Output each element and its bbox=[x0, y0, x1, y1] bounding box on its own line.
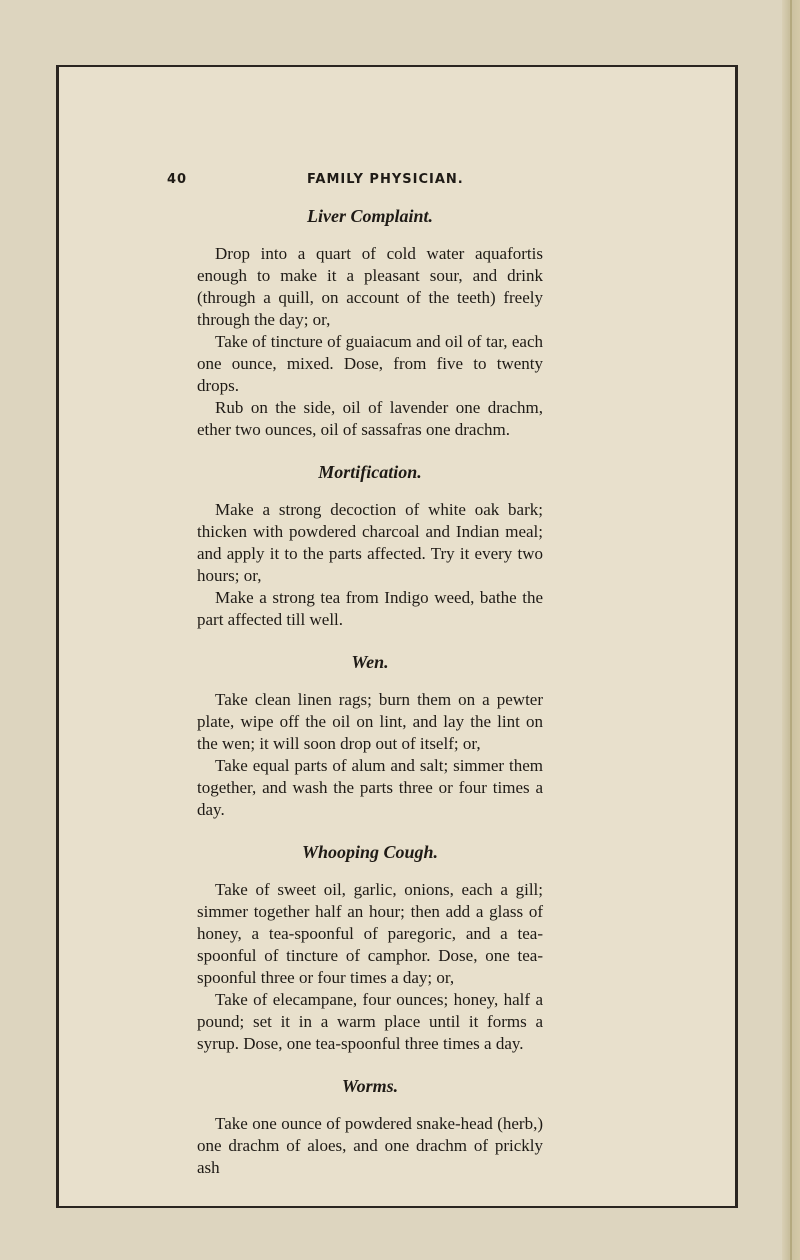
paragraph: Make a strong tea from Indigo weed, bathe the part affected till well. bbox=[197, 588, 543, 629]
page-body bbox=[197, 205, 543, 1179]
section-whooping-cough bbox=[197, 841, 543, 1055]
paragraph: Take of tincture of guaiacum and oil of tar, each one ounce, mixed. Dose, from five to twenty drops. bbox=[197, 332, 543, 395]
section-mortification bbox=[197, 461, 543, 631]
section-title: Worms. bbox=[341, 1076, 399, 1096]
section-title: Whooping Cough. bbox=[301, 842, 439, 862]
section-title: Mortification. bbox=[318, 462, 422, 482]
paragraph: Take equal parts of alum and salt; simmer them together, and wash the parts three or four times a day. bbox=[197, 756, 543, 819]
section-worms bbox=[197, 1075, 543, 1179]
paragraph: Make a strong decoction of white oak bark; thicken with powdered charcoal and Indian meal; and apply it to the parts affected. Try it every two hours; or, bbox=[197, 500, 543, 585]
running-title: FAMILY PHYSICIAN. bbox=[307, 172, 464, 187]
page-number: 40 bbox=[167, 172, 188, 187]
section-title: Wen. bbox=[351, 652, 389, 672]
paragraph: Rub on the side, oil of lavender one drachm, ether two ounces, oil of sassafras one drachm. bbox=[197, 398, 543, 439]
page-edge bbox=[782, 0, 800, 1260]
paragraph: Drop into a quart of cold water aquafortis enough to make it a pleasant sour, and drink (through a quill, on account of the teeth) freely through the day; or, bbox=[197, 244, 543, 329]
section-wen bbox=[197, 651, 543, 821]
page-header bbox=[167, 172, 527, 192]
paragraph: Take of sweet oil, garlic, onions, each a gill; simmer together half an hour; then add a glass of honey, a tea-spoonful of paregoric, and a tea-spoonful of tincture of camphor. Dose, one tea-spoonful three or four times a day; or, bbox=[197, 880, 543, 987]
paragraph: Take of elecampane, four ounces; honey, half a pound; set it in a warm place until it forms a syrup. Dose, one tea-spoonful three times a day. bbox=[197, 990, 543, 1053]
paragraph: Take clean linen rags; burn them on a pewter plate, wipe off the oil on lint, and lay the lint on the wen; it will soon drop out of itself; or, bbox=[197, 690, 543, 753]
paragraph: Take one ounce of powdered snake-head (herb,) one drachm of aloes, and one drachm of prickly ash bbox=[197, 1114, 543, 1177]
section-liver-complaint bbox=[197, 205, 543, 441]
section-title: Liver Complaint. bbox=[307, 206, 433, 226]
